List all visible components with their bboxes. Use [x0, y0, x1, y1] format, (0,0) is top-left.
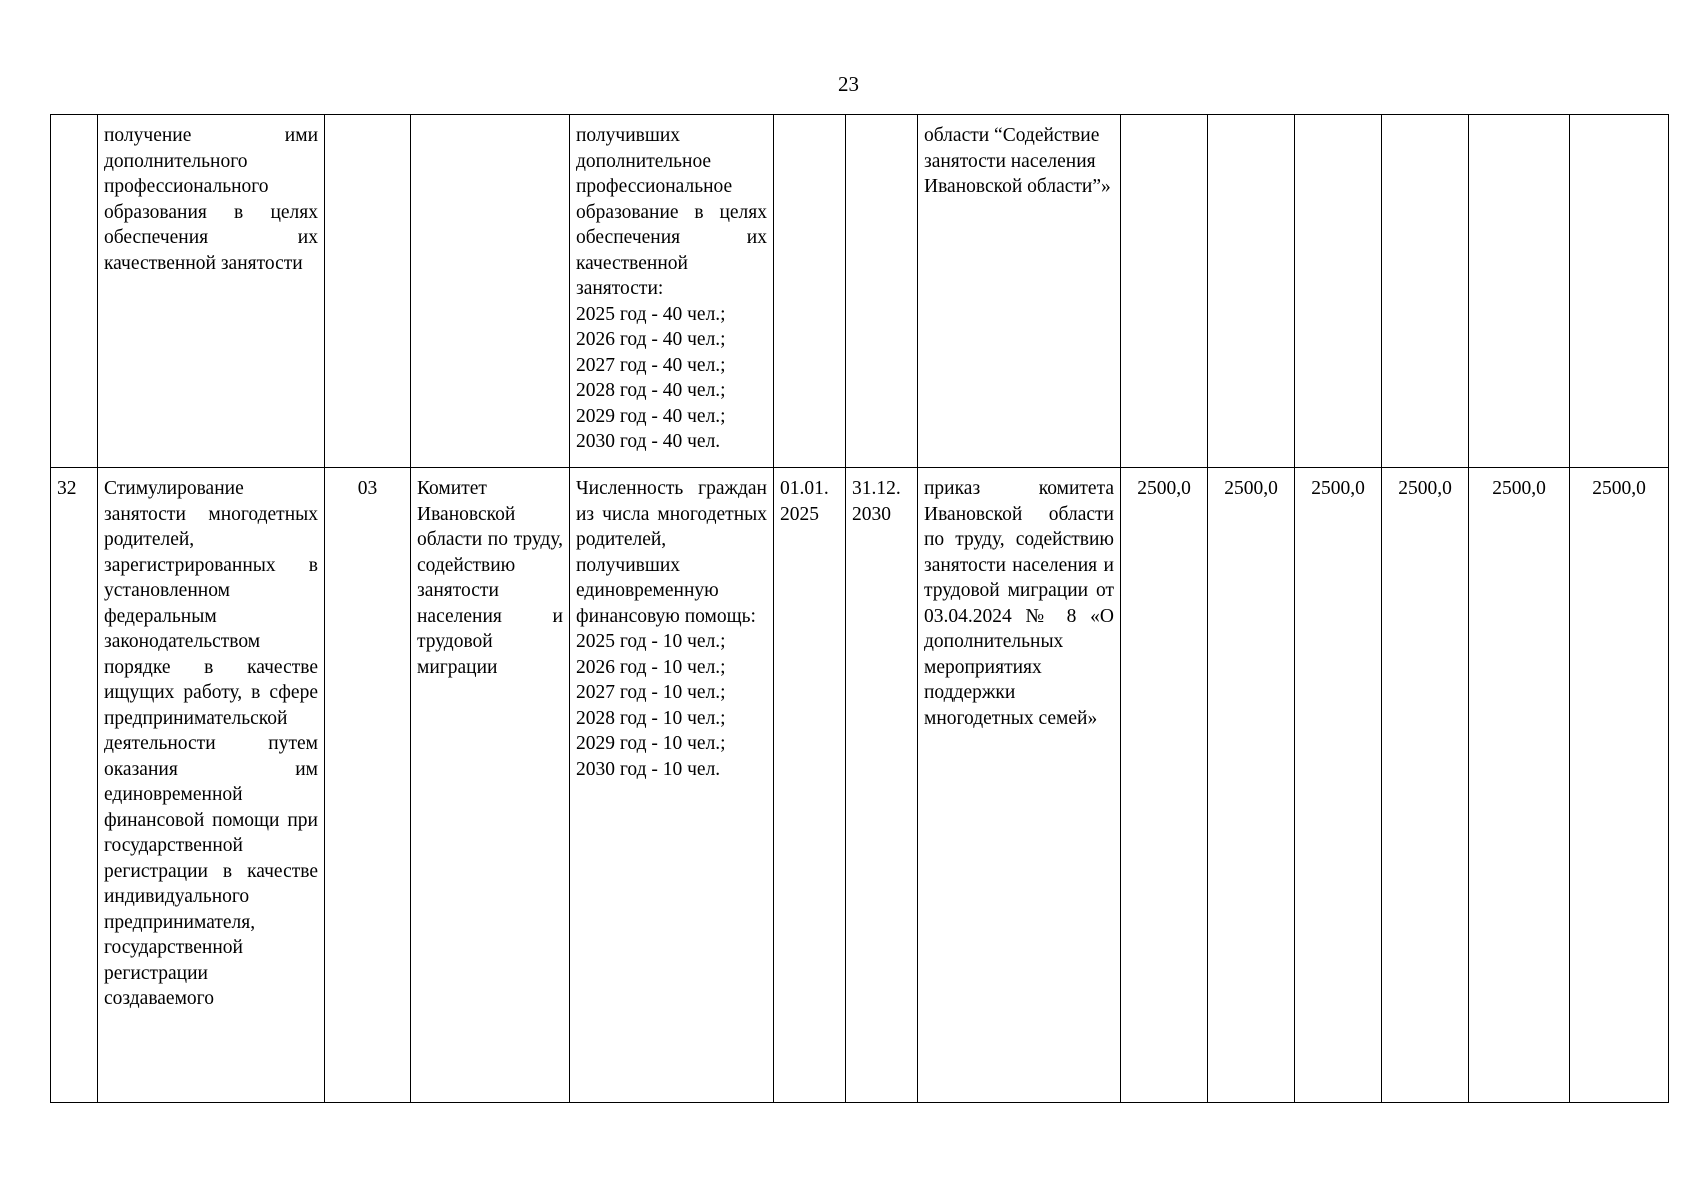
indicator-year-line: 2027 год - 40 чел.;: [576, 354, 726, 376]
cell-measure-name: Стимулирование занятости многодетных родителей, зарегистрированных в установленном федеральным законодательством порядке в качестве ищущих работу, в сфере предпринимательской деятельности путем оказания им единовременной финансовой помощи при государственной регистрации в качестве индивидуального предпринимателя, государственной регистрации создаваемого: [98, 468, 325, 1103]
cell-amount: [1469, 115, 1570, 468]
indicator-year-line: 2029 год - 10 чел.;: [576, 733, 726, 754]
indicator-years: [576, 629, 767, 782]
cell-amount: 2500,0: [1570, 468, 1669, 1103]
cell-measure-name: получение ими дополнительного профессионального образования в целях обеспечения их качественной занятости: [98, 115, 325, 468]
cell-amount: [1295, 115, 1382, 468]
indicator-year-line: 2028 год - 10 чел.;: [576, 707, 726, 729]
cell-amount: [1208, 115, 1295, 468]
cell-end-date: 31.12. 2030: [846, 468, 918, 1103]
cell-amount: [1121, 115, 1208, 468]
cell-indicator: [570, 115, 774, 468]
indicator-text: получивших дополнительное профессиональное образование в целях обеспечения их качественной занятости:: [576, 125, 767, 299]
cell-amount: [1570, 115, 1669, 468]
cell-amount: 2500,0: [1382, 468, 1469, 1103]
indicator-years: [576, 302, 767, 455]
page-number: 23: [838, 72, 859, 96]
cell-basis: области “Содействие занятости населения Ивановской области”»: [918, 115, 1121, 468]
cell-amount: [1382, 115, 1469, 468]
cell-amount: 2500,0: [1469, 468, 1570, 1103]
cell-number: [51, 115, 98, 468]
indicator-year-line: 2025 год - 40 чел.;: [576, 303, 726, 325]
cell-indicator: [570, 468, 774, 1103]
cell-executor: [411, 115, 570, 468]
indicator-year-line: 2027 год - 10 чел.;: [576, 682, 726, 703]
cell-number: 32: [51, 468, 98, 1103]
program-measures-table: [50, 114, 1669, 1103]
table-row: [51, 468, 1669, 1103]
indicator-year-line: 2030 год - 10 чел.: [576, 758, 721, 780]
cell-start-date: [774, 115, 846, 468]
cell-end-date: [846, 115, 918, 468]
cell-code: 03: [325, 468, 411, 1103]
indicator-year-line: 2026 год - 40 чел.;: [576, 329, 726, 350]
cell-amount: 2500,0: [1121, 468, 1208, 1103]
indicator-year-line: 2030 год - 40 чел.: [576, 431, 721, 452]
cell-amount: 2500,0: [1295, 468, 1382, 1103]
cell-executor: Комитет Ивановской области по труду, содействию занятости населения и трудовой миграции: [411, 468, 570, 1103]
table-row: [51, 115, 1669, 468]
indicator-text: Численность граждан из числа многодетных родителей, получивших единовременную финансовую помощь:: [576, 478, 767, 627]
indicator-year-line: 2026 год - 10 чел.;: [576, 656, 726, 678]
cell-start-date: 01.01. 2025: [774, 468, 846, 1103]
indicator-year-line: 2028 год - 40 чел.;: [576, 380, 726, 401]
cell-code: [325, 115, 411, 468]
indicator-year-line: 2025 год - 10 чел.;: [576, 631, 726, 652]
indicator-year-line: 2029 год - 40 чел.;: [576, 405, 726, 427]
cell-amount: 2500,0: [1208, 468, 1295, 1103]
cell-basis: приказ комитета Ивановской области по труду, содействию занятости населения и трудовой миграции от 03.04.2024 № 8 «О дополнительных мероприятиях поддержки многодетных семей»: [918, 468, 1121, 1103]
